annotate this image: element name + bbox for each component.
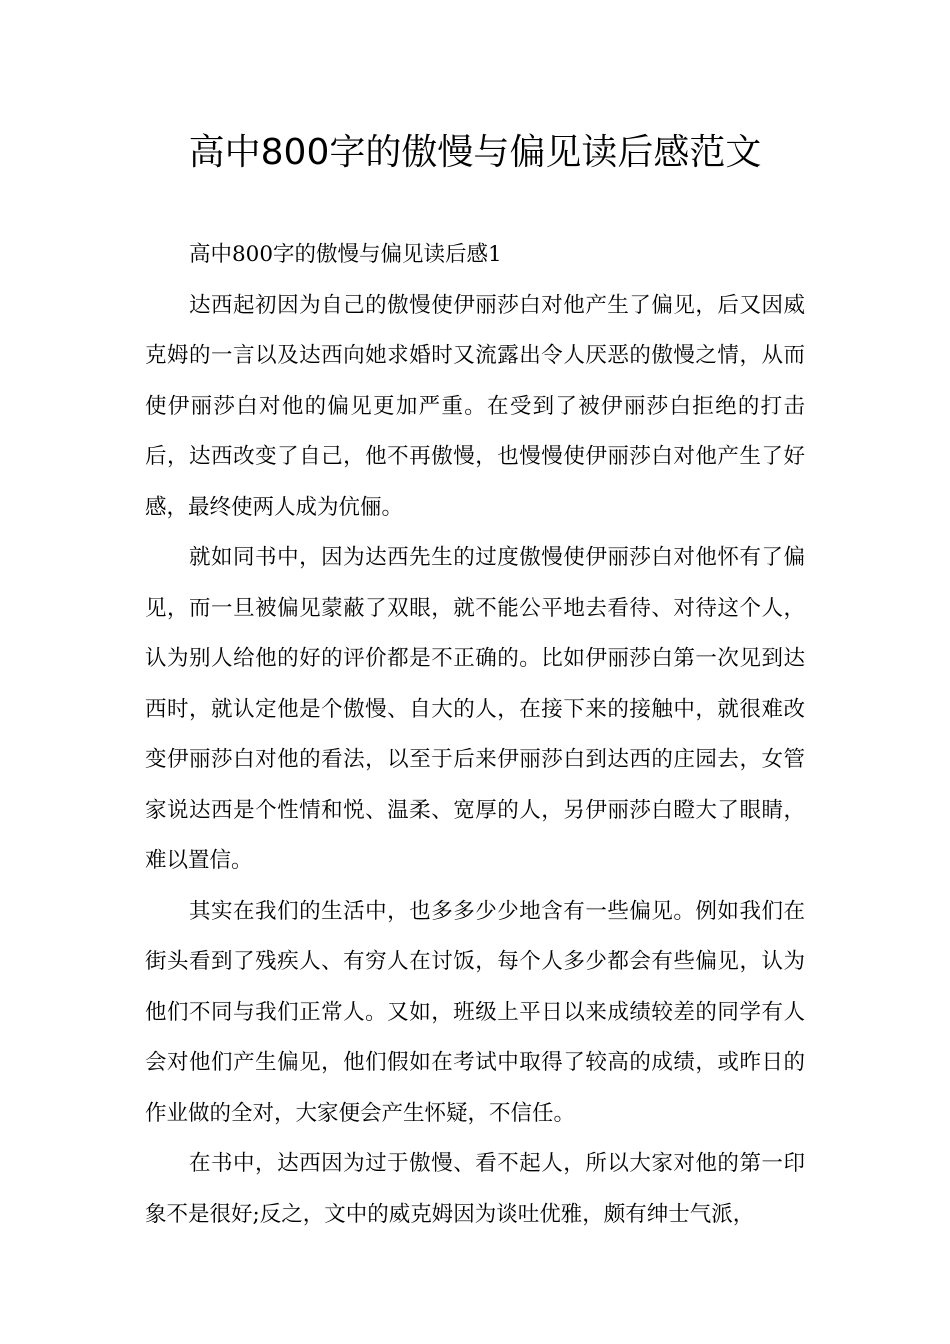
paragraph-2: 就如同书中，因为达西先生的过度傲慢使伊丽莎白对他怀有了偏见，而一旦被偏见蒙蔽了双眼，就不能公平地去看待、对待这个人，认为别人给他的好的评价都是不正确的。比如伊丽莎白第一次见到达西时，就认定他是个傲慢、自大的人，在接下来的接触中，就很难改变伊丽莎白对他的看法，以至于后来伊丽莎白到达西的庄园去，女管家说达西是个性情和悦、温柔、宽厚的人，另伊丽莎白瞪大了眼睛，难以置信。 [145, 545, 805, 873]
paragraph-1: 达西起初因为自己的傲慢使伊丽莎白对他产生了偏见，后又因威克姆的一言以及达西向她求婚时又流露出令人厌恶的傲慢之情，从而使伊丽莎白对他的偏见更加严重。在受到了被伊丽莎白拒绝的打击后，达西改变了自己，他不再傲慢，也慢慢使伊丽莎白对他产生了好感，最终使两人成为伉俪。 [145, 292, 805, 520]
paragraph-4: 在书中，达西因为过于傲慢、看不起人，所以大家对他的第一印象不是很好;反之，文中的威克姆因为谈吐优雅，颇有绅士气派， [145, 1151, 805, 1227]
document-body [145, 230, 805, 1240]
paragraph-3: 其实在我们的生活中，也多多少少地含有一些偏见。例如我们在街头看到了残疾人、有穷人在讨饭，每个人多少都会有些偏见，认为他们不同与我们正常人。又如，班级上平日以来成绩较差的同学有人会对他们产生偏见，他们假如在考试中取得了较高的成绩，或昨日的作业做的全对，大家便会产生怀疑，不信任。 [145, 898, 805, 1126]
section-heading: 高中800字的傲慢与偏见读后感1 [189, 242, 502, 267]
document-title: 高中800字的傲慢与偏见读后感范文 [188, 132, 762, 173]
